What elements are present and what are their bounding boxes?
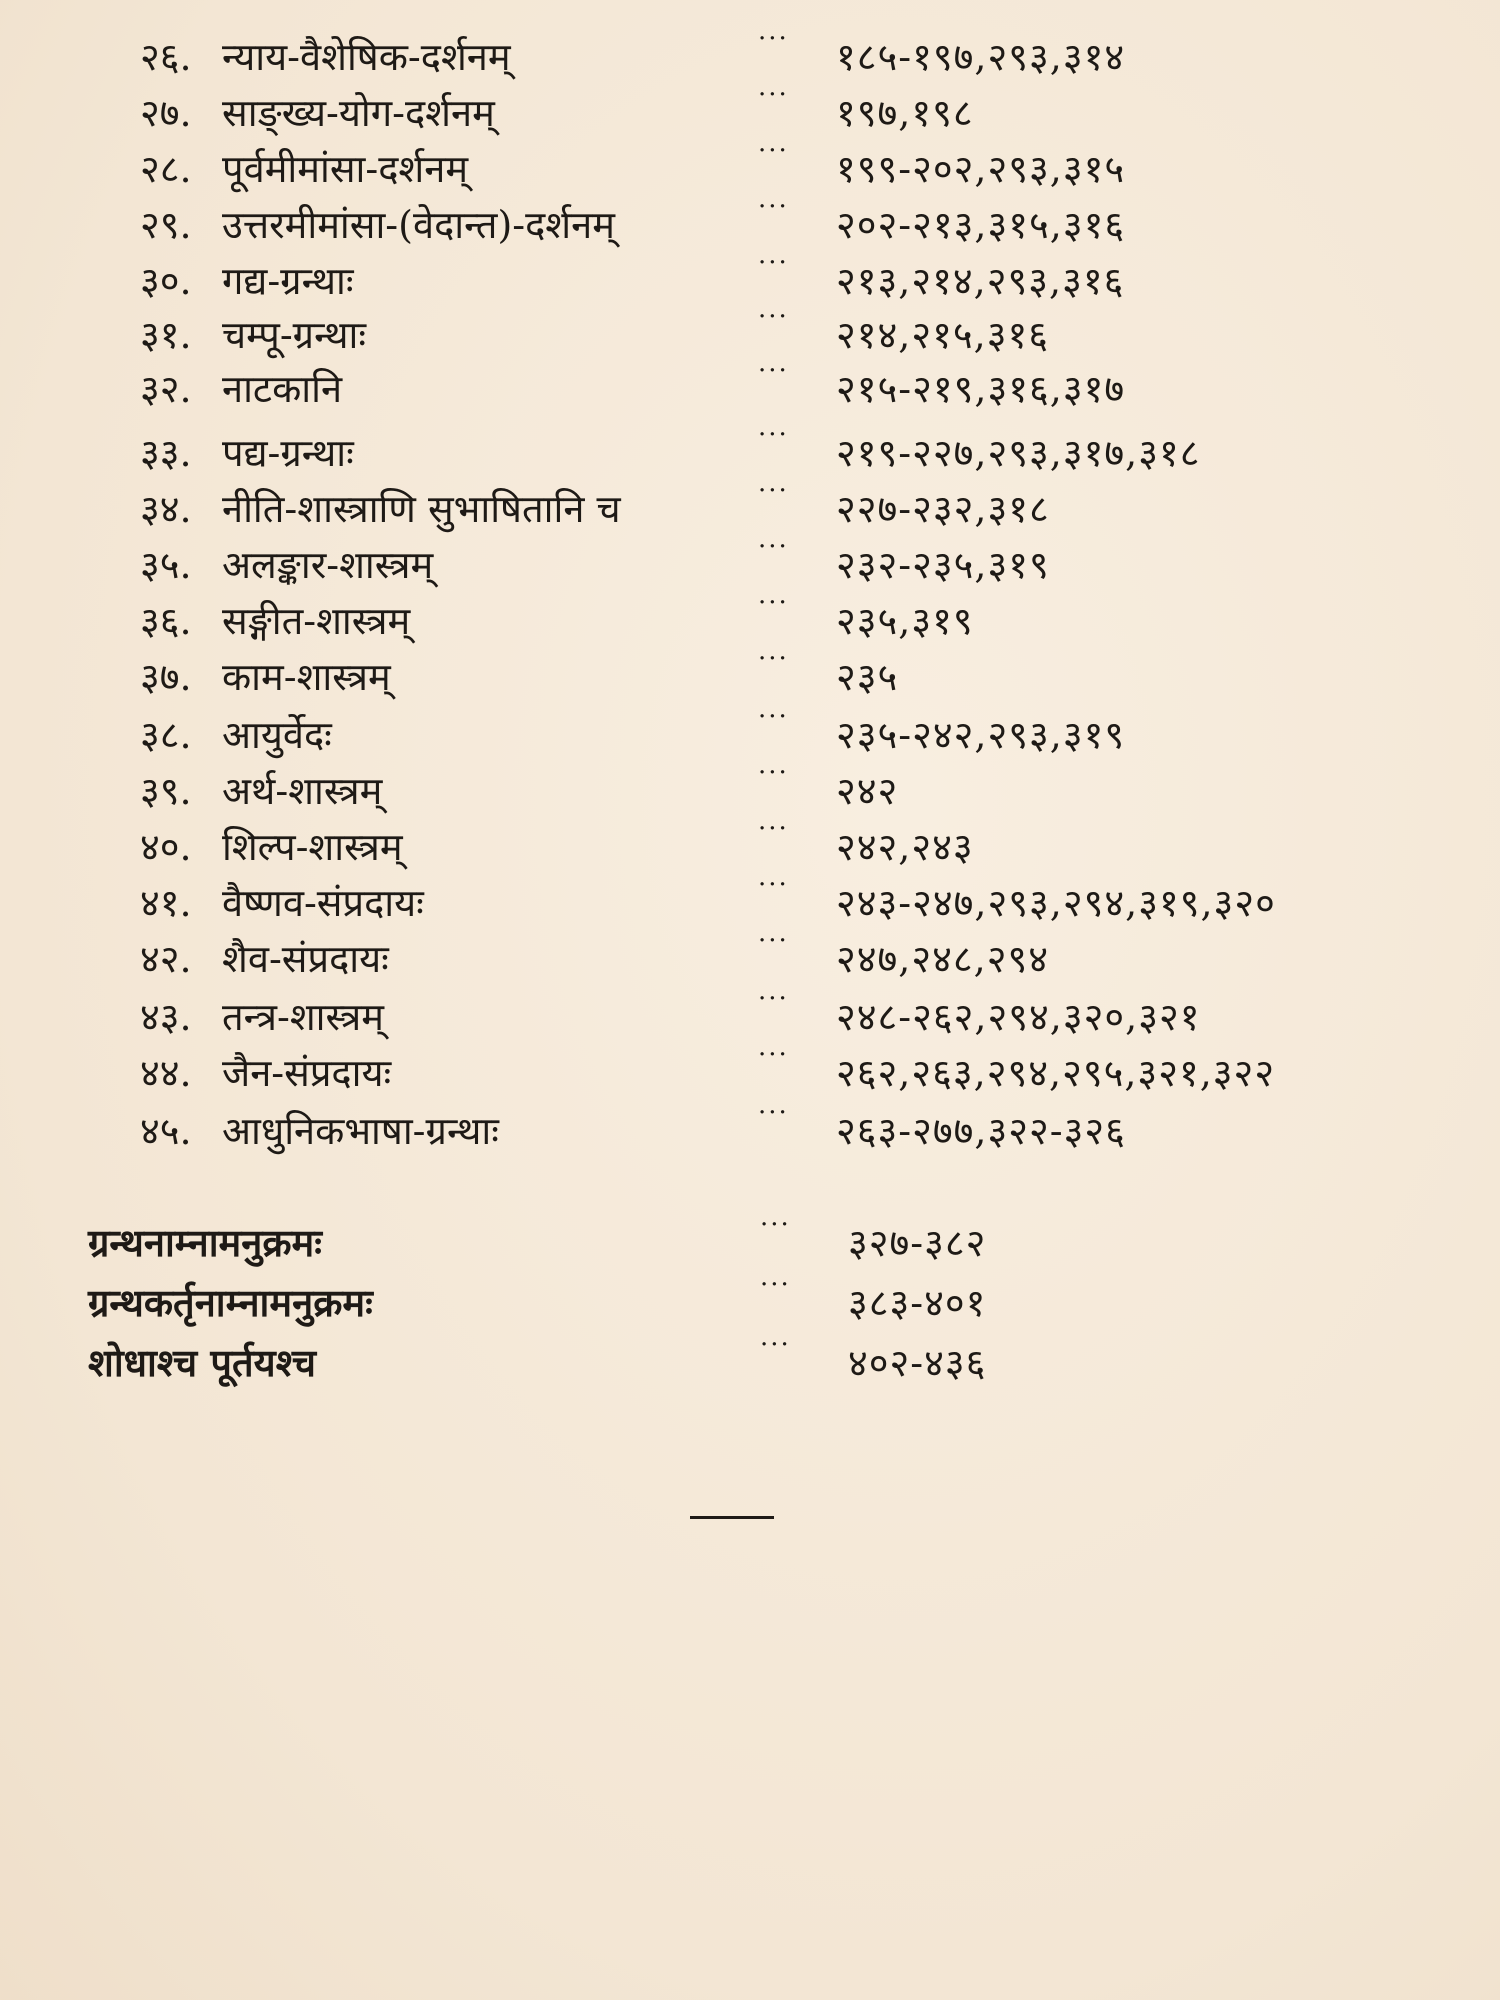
entry-pages: २६३-२७७,३२२-३२६ [836,1109,1126,1153]
leader-dots: ··· [758,476,789,506]
leader-dots: ··· [758,814,789,844]
entry-title: न्याय-वैशेषिक-दर्शनम् [222,35,511,79]
entry-number: ३८. [140,713,192,757]
entry-number: ३५. [140,543,192,587]
leader-dots: ··· [758,24,789,54]
index-title: ग्रन्थकर्तृनाम्नामनुक्रमः [88,1280,373,1325]
leader-dots: ··· [758,532,789,562]
entry-title: गद्य-ग्रन्थाः [222,259,354,303]
entry-number: ४५. [140,1109,192,1153]
entry-pages: २३५,३१९ [836,599,974,643]
leader-dots: ··· [758,1040,789,1070]
end-rule [690,1516,774,1519]
leader-dots: ··· [758,1098,789,1128]
entry-number: ३२. [140,367,192,411]
index-title: शोधाश्च पूर्तयश्च [88,1340,316,1385]
entry-number: ३७. [140,655,192,699]
entry-title: आयुर्वेदः [222,713,332,757]
entry-pages: २१४,२१५,३१६ [836,313,1049,357]
entry-title: काम-शास्त्रम् [222,655,391,699]
entry-title: अर्थ-शास्त्रम् [222,769,383,813]
leader-dots: ··· [758,192,789,222]
entry-title: आधुनिकभाषा-ग्रन्थाः [222,1109,499,1153]
entry-title: नाटकानि [222,367,343,411]
index-pages: ३२७-३८२ [848,1221,987,1265]
entry-title: जैन-संप्रदायः [222,1051,392,1095]
leader-dots: ··· [758,248,789,278]
entry-number: ४३. [140,995,192,1039]
leader-dots: ··· [758,356,789,386]
leader-dots: ··· [758,588,789,618]
entry-number: ३४. [140,487,192,531]
entry-number: ४४. [140,1051,192,1095]
entry-title: चम्पू-ग्रन्थाः [222,313,367,357]
entry-pages: २४८-२६२,२९४,३२०,३२१ [836,995,1201,1039]
entry-pages: २३५-२४२,२९३,३१९ [836,713,1126,757]
entry-pages: २३२-२३५,३१९ [836,543,1050,587]
entry-title: सङ्गीत-शास्त्रम् [222,599,411,643]
leader-dots: ··· [758,870,789,900]
entry-number: ४२. [140,937,192,981]
leader-dots: ··· [758,702,789,732]
entry-pages: २०२-२१३,३१५,३१६ [836,203,1126,247]
entry-pages: १९९-२०२,२९३,३१५ [836,147,1126,191]
leader-dots: ··· [760,1270,791,1300]
entry-number: ३९. [140,769,192,813]
entry-number: ३०. [140,259,192,303]
entry-pages: १८५-१९७,२९३,३१४ [836,35,1126,79]
entry-number: ४१. [140,881,192,925]
leader-dots: ··· [758,80,789,110]
leader-dots: ··· [760,1210,791,1240]
entry-pages: १९७,१९८ [836,91,974,135]
entry-title: पद्य-ग्रन्थाः [222,431,354,475]
entry-pages: २३५ [836,655,899,699]
entry-number: २९. [140,203,192,247]
leader-dots: ··· [760,1330,791,1360]
entry-number: २८. [140,147,192,191]
entry-pages: २४२ [836,769,899,813]
entry-title: साङ्ख्य-योग-दर्शनम् [222,91,495,135]
entry-number: २६. [140,35,192,79]
index-pages: ४०२-४३६ [848,1341,987,1385]
entry-title: पूर्वमीमांसा-दर्शनम् [222,147,469,191]
entry-pages: २१५-२१९,३१६,३१७ [836,367,1126,411]
leader-dots: ··· [758,644,789,674]
entry-title: शिल्प-शास्त्रम् [222,825,403,869]
entry-pages: २४७,२४८,२९४ [836,937,1049,981]
entry-number: ३१. [140,313,192,357]
leader-dots: ··· [758,136,789,166]
entry-pages: २२७-२३२,३१८ [836,487,1050,531]
entry-title: तन्त्र-शास्त्रम् [222,995,384,1039]
leader-dots: ··· [758,758,789,788]
entry-pages: २१३,२१४,२९३,३१६ [836,259,1125,303]
entry-title: अलङ्कार-शास्त्रम् [222,543,434,587]
entry-number: २७. [140,91,192,135]
entry-pages: २४३-२४७,२९३,२९४,३१९,३२० [836,881,1276,925]
index-pages: ३८३-४०१ [848,1281,987,1325]
index-title: ग्रन्थनाम्नामनुक्रमः [88,1220,322,1265]
entry-pages: २४२,२४३ [836,825,974,869]
entry-title: नीति-शास्त्राणि सुभाषितानि च [222,487,621,531]
entry-title: उत्तरमीमांसा-(वेदान्त)-दर्शनम् [222,203,615,247]
entry-pages: २६२,२६३,२९४,२९५,३२१,३२२ [836,1051,1276,1095]
entry-number: ४०. [140,825,192,869]
leader-dots: ··· [758,984,789,1014]
leader-dots: ··· [758,302,789,332]
leader-dots: ··· [758,420,789,450]
entry-number: ३६. [140,599,192,643]
leader-dots: ··· [758,926,789,956]
entry-number: ३३. [140,431,192,475]
entry-pages: २१९-२२७,२९३,३१७,३१८ [836,431,1201,475]
entry-title: शैव-संप्रदायः [222,937,389,981]
entry-title: वैष्णव-संप्रदायः [222,881,424,925]
